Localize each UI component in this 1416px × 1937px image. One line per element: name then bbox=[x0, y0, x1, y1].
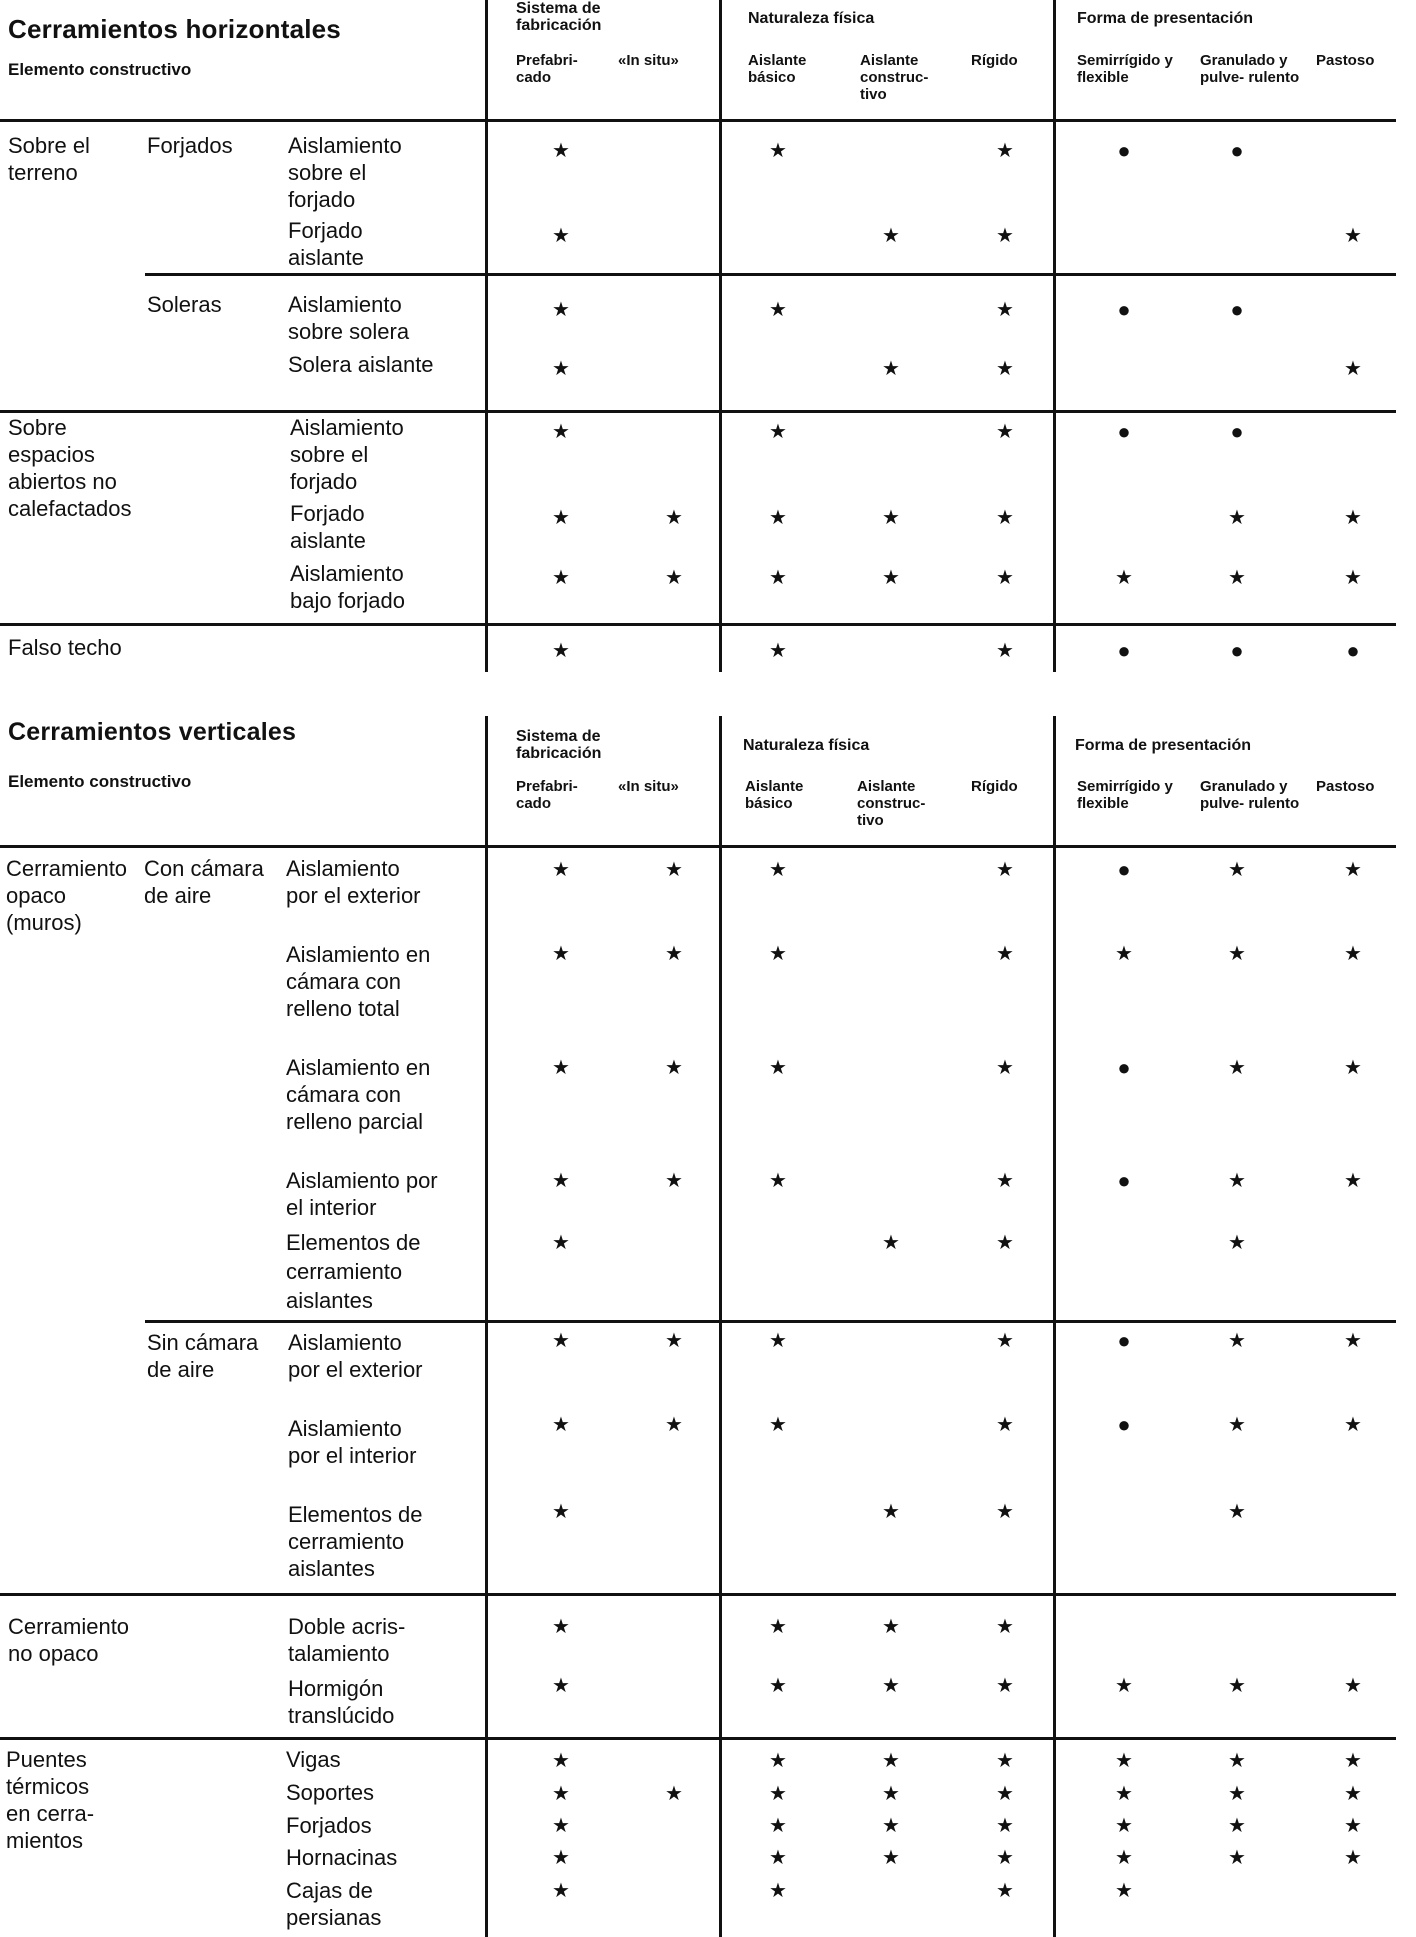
star-mark: ★ bbox=[665, 1330, 683, 1352]
star-mark: ★ bbox=[1344, 1675, 1362, 1697]
star-mark: ★ bbox=[1344, 1330, 1362, 1352]
star-mark: ★ bbox=[882, 1750, 900, 1772]
star-mark: ★ bbox=[665, 567, 683, 589]
section1-divider-1 bbox=[485, 0, 488, 672]
star-mark: ★ bbox=[552, 421, 570, 443]
star-mark: ★ bbox=[552, 1750, 570, 1772]
dot-mark: ● bbox=[1117, 138, 1131, 163]
dot-mark: ● bbox=[1230, 638, 1244, 663]
star-mark: ★ bbox=[996, 567, 1014, 589]
section1-col-in-situ: «In situ» bbox=[618, 52, 679, 69]
star-mark: ★ bbox=[996, 299, 1014, 321]
label-forjados: Forjados bbox=[147, 133, 233, 158]
star-mark: ★ bbox=[1228, 567, 1246, 589]
section1-group-forma: Forma de presentación bbox=[1077, 10, 1254, 27]
star-mark: ★ bbox=[1228, 1330, 1246, 1352]
section1-col-rigido: Rígido bbox=[971, 52, 1018, 69]
star-mark: ★ bbox=[552, 507, 570, 529]
row-label: Elementos de cerramiento aislantes bbox=[286, 1230, 421, 1313]
star-mark: ★ bbox=[882, 567, 900, 589]
star-mark: ★ bbox=[552, 358, 570, 380]
section2-subtitle: Elemento constructivo bbox=[8, 772, 192, 791]
section1-group-fabricacion: Sistema de fabricación bbox=[516, 0, 602, 34]
star-mark: ★ bbox=[769, 1783, 787, 1805]
dot-mark: ● bbox=[1117, 1328, 1131, 1353]
star-mark: ★ bbox=[769, 567, 787, 589]
section2-col-in-situ: «In situ» bbox=[618, 778, 679, 795]
star-mark: ★ bbox=[882, 1783, 900, 1805]
star-mark: ★ bbox=[1344, 1847, 1362, 1869]
star-mark: ★ bbox=[769, 421, 787, 443]
label-cerramiento-opaco: Cerramiento opaco (muros) bbox=[6, 856, 128, 935]
star-mark: ★ bbox=[1344, 567, 1362, 589]
section2-rule-sin-camara bbox=[145, 1320, 1396, 1323]
star-mark: ★ bbox=[552, 1616, 570, 1638]
star-mark: ★ bbox=[1344, 358, 1362, 380]
star-mark: ★ bbox=[1228, 1675, 1246, 1697]
star-mark: ★ bbox=[1228, 1815, 1246, 1837]
star-mark: ★ bbox=[996, 507, 1014, 529]
section2-divider-3 bbox=[1053, 716, 1056, 1937]
star-mark: ★ bbox=[769, 1414, 787, 1436]
star-mark: ★ bbox=[1344, 1783, 1362, 1805]
star-mark: ★ bbox=[552, 1414, 570, 1436]
star-mark: ★ bbox=[665, 1783, 683, 1805]
dot-mark: ● bbox=[1346, 638, 1360, 663]
row-label: Aislamiento sobre el forjado bbox=[290, 415, 404, 494]
row-label: Hormigón translúcido bbox=[288, 1676, 395, 1728]
star-mark: ★ bbox=[1228, 1414, 1246, 1436]
star-mark: ★ bbox=[552, 1501, 570, 1523]
star-mark: ★ bbox=[1228, 1501, 1246, 1523]
star-mark: ★ bbox=[1344, 507, 1362, 529]
section2-rule-puentes bbox=[0, 1737, 1396, 1740]
section1-group-naturaleza: Naturaleza física bbox=[748, 10, 875, 27]
star-mark: ★ bbox=[552, 1330, 570, 1352]
star-mark: ★ bbox=[1228, 1232, 1246, 1254]
star-mark: ★ bbox=[1115, 943, 1133, 965]
label-sobre-espacios: Sobre espacios abiertos no calefactados bbox=[8, 415, 132, 521]
row-label: Forjado aislante bbox=[288, 218, 364, 270]
star-mark: ★ bbox=[996, 1616, 1014, 1638]
star-mark: ★ bbox=[665, 507, 683, 529]
star-mark: ★ bbox=[665, 1057, 683, 1079]
star-mark: ★ bbox=[996, 640, 1014, 662]
label-falso-techo: Falso techo bbox=[8, 635, 122, 660]
star-mark: ★ bbox=[1344, 1170, 1362, 1192]
section2-col-granulado: Granulado y pulve- rulento bbox=[1200, 778, 1300, 812]
row-label: Aislamiento por el exterior bbox=[286, 856, 421, 908]
star-mark: ★ bbox=[552, 640, 570, 662]
section2-divider-2 bbox=[719, 716, 722, 1937]
star-mark: ★ bbox=[996, 1880, 1014, 1902]
dot-mark: ● bbox=[1117, 1412, 1131, 1437]
section2-col-rigido: Rígido bbox=[971, 778, 1018, 795]
section1-col-aislante-basico: Aislante básico bbox=[748, 52, 807, 86]
row-label: Aislamiento en cámara con relleno total bbox=[286, 942, 431, 1021]
label-cerramiento-no-opaco: Cerramiento no opaco bbox=[8, 1614, 130, 1666]
star-mark: ★ bbox=[552, 1880, 570, 1902]
star-mark: ★ bbox=[996, 358, 1014, 380]
star-mark: ★ bbox=[769, 859, 787, 881]
star-mark: ★ bbox=[552, 1815, 570, 1837]
star-mark: ★ bbox=[996, 1170, 1014, 1192]
star-mark: ★ bbox=[996, 1847, 1014, 1869]
section2-col-pastoso: Pastoso bbox=[1316, 778, 1375, 795]
star-mark: ★ bbox=[882, 1815, 900, 1837]
star-mark: ★ bbox=[769, 1750, 787, 1772]
star-mark: ★ bbox=[996, 1783, 1014, 1805]
star-mark: ★ bbox=[769, 1847, 787, 1869]
star-mark: ★ bbox=[996, 1750, 1014, 1772]
star-mark: ★ bbox=[769, 1057, 787, 1079]
dot-mark: ● bbox=[1117, 857, 1131, 882]
section1-divider-3 bbox=[1053, 0, 1056, 672]
star-mark: ★ bbox=[769, 640, 787, 662]
star-mark: ★ bbox=[769, 1330, 787, 1352]
row-label: Vigas bbox=[286, 1747, 341, 1772]
section1-title: Cerramientos horizontales bbox=[8, 14, 341, 44]
section2-col-aislante-constructivo: Aislante construc- tivo bbox=[857, 778, 926, 829]
row-label: Doble acris- talamiento bbox=[288, 1614, 406, 1666]
star-mark: ★ bbox=[552, 225, 570, 247]
star-mark: ★ bbox=[882, 358, 900, 380]
dot-mark: ● bbox=[1230, 297, 1244, 322]
row-label: Forjado aislante bbox=[290, 501, 366, 553]
dot-mark: ● bbox=[1117, 419, 1131, 444]
star-mark: ★ bbox=[996, 1057, 1014, 1079]
star-mark: ★ bbox=[552, 1847, 570, 1869]
star-mark: ★ bbox=[1115, 1750, 1133, 1772]
star-mark: ★ bbox=[1228, 507, 1246, 529]
dot-mark: ● bbox=[1117, 1168, 1131, 1193]
star-mark: ★ bbox=[552, 140, 570, 162]
star-mark: ★ bbox=[769, 507, 787, 529]
dot-mark: ● bbox=[1230, 138, 1244, 163]
star-mark: ★ bbox=[996, 421, 1014, 443]
star-mark: ★ bbox=[1344, 1815, 1362, 1837]
star-mark: ★ bbox=[1344, 1057, 1362, 1079]
star-mark: ★ bbox=[552, 1783, 570, 1805]
star-mark: ★ bbox=[1115, 1815, 1133, 1837]
star-mark: ★ bbox=[665, 1414, 683, 1436]
star-mark: ★ bbox=[1344, 1414, 1362, 1436]
row-label: Hornacinas bbox=[286, 1845, 398, 1870]
section1-col-pastoso: Pastoso bbox=[1316, 52, 1375, 69]
star-mark: ★ bbox=[882, 1232, 900, 1254]
star-mark: ★ bbox=[769, 1616, 787, 1638]
star-mark: ★ bbox=[769, 140, 787, 162]
dot-mark: ● bbox=[1230, 419, 1244, 444]
star-mark: ★ bbox=[1115, 1880, 1133, 1902]
row-label: Aislamiento sobre solera bbox=[288, 292, 410, 344]
section1-col-aislante-constructivo: Aislante construc- tivo bbox=[860, 52, 929, 103]
section2-group-forma: Forma de presentación bbox=[1075, 737, 1252, 754]
section1-rule-soleras bbox=[145, 273, 1396, 276]
star-mark: ★ bbox=[1115, 567, 1133, 589]
section2-col-prefabricado: Prefabri- cado bbox=[516, 778, 578, 812]
star-mark: ★ bbox=[552, 567, 570, 589]
row-label: Aislamiento por el interior bbox=[286, 1168, 438, 1220]
star-mark: ★ bbox=[882, 1501, 900, 1523]
star-mark: ★ bbox=[882, 1616, 900, 1638]
star-mark: ★ bbox=[552, 1170, 570, 1192]
star-mark: ★ bbox=[552, 943, 570, 965]
star-mark: ★ bbox=[1115, 1783, 1133, 1805]
star-mark: ★ bbox=[996, 1815, 1014, 1837]
row-label: Aislamiento por el interior bbox=[288, 1416, 417, 1468]
section2-group-naturaleza: Naturaleza física bbox=[743, 737, 870, 754]
star-mark: ★ bbox=[1344, 225, 1362, 247]
star-mark: ★ bbox=[1228, 859, 1246, 881]
star-mark: ★ bbox=[769, 1675, 787, 1697]
section1-rule-espacios bbox=[0, 410, 1396, 413]
section2-col-semirrigido: Semirrígido y flexible bbox=[1077, 778, 1173, 812]
section2-group-fabricacion: Sistema de fabricación bbox=[516, 728, 602, 762]
star-mark: ★ bbox=[769, 1880, 787, 1902]
star-mark: ★ bbox=[1344, 859, 1362, 881]
star-mark: ★ bbox=[996, 859, 1014, 881]
section2-title: Cerramientos verticales bbox=[8, 718, 297, 746]
label-sin-camara: Sin cámara de aire bbox=[147, 1330, 259, 1382]
star-mark: ★ bbox=[1228, 1847, 1246, 1869]
dot-mark: ● bbox=[1117, 297, 1131, 322]
star-mark: ★ bbox=[1344, 943, 1362, 965]
label-sobre-el-terreno: Sobre el terreno bbox=[8, 133, 90, 185]
row-label: Cajas de persianas bbox=[286, 1878, 382, 1930]
star-mark: ★ bbox=[1115, 1675, 1133, 1697]
star-mark: ★ bbox=[996, 225, 1014, 247]
star-mark: ★ bbox=[552, 1057, 570, 1079]
row-label: Elementos de cerramiento aislantes bbox=[288, 1502, 423, 1581]
section2-divider-1 bbox=[485, 716, 488, 1937]
row-label: Soportes bbox=[286, 1780, 375, 1805]
star-mark: ★ bbox=[1228, 943, 1246, 965]
row-label: Aislamiento sobre el forjado bbox=[288, 133, 402, 212]
star-mark: ★ bbox=[769, 1170, 787, 1192]
label-puentes-termicos: Puentes térmicos en cerra- mientos bbox=[6, 1747, 95, 1853]
section1-col-prefabricado: Prefabri- cado bbox=[516, 52, 578, 86]
star-mark: ★ bbox=[1228, 1170, 1246, 1192]
star-mark: ★ bbox=[1344, 1750, 1362, 1772]
star-mark: ★ bbox=[882, 507, 900, 529]
dot-mark: ● bbox=[1117, 638, 1131, 663]
star-mark: ★ bbox=[1228, 1057, 1246, 1079]
star-mark: ★ bbox=[665, 1170, 683, 1192]
star-mark: ★ bbox=[552, 1232, 570, 1254]
star-mark: ★ bbox=[552, 859, 570, 881]
star-mark: ★ bbox=[552, 1675, 570, 1697]
section1-col-semirrigido: Semirrígido y flexible bbox=[1077, 52, 1173, 86]
section1-rule-falso-techo bbox=[0, 623, 1396, 626]
row-label: Forjados bbox=[286, 1813, 372, 1838]
star-mark: ★ bbox=[996, 1675, 1014, 1697]
row-label: Solera aislante bbox=[288, 352, 434, 377]
section2-header-rule bbox=[0, 845, 1396, 848]
star-mark: ★ bbox=[665, 859, 683, 881]
section1-subtitle: Elemento constructivo bbox=[8, 60, 192, 79]
dot-mark: ● bbox=[1117, 1055, 1131, 1080]
row-label: Aislamiento en cámara con relleno parcial bbox=[286, 1055, 431, 1134]
star-mark: ★ bbox=[996, 140, 1014, 162]
star-mark: ★ bbox=[769, 299, 787, 321]
row-label: Aislamiento por el exterior bbox=[288, 1330, 423, 1382]
star-mark: ★ bbox=[1228, 1783, 1246, 1805]
star-mark: ★ bbox=[1115, 1847, 1133, 1869]
label-con-camara: Con cámara de aire bbox=[144, 856, 264, 908]
star-mark: ★ bbox=[996, 1414, 1014, 1436]
star-mark: ★ bbox=[769, 943, 787, 965]
star-mark: ★ bbox=[882, 1675, 900, 1697]
star-mark: ★ bbox=[769, 1815, 787, 1837]
row-label: Aislamiento bajo forjado bbox=[290, 561, 405, 613]
star-mark: ★ bbox=[665, 943, 683, 965]
section2-rule-no-opaco bbox=[0, 1593, 1396, 1596]
star-mark: ★ bbox=[552, 299, 570, 321]
section1-header-rule bbox=[0, 119, 1396, 122]
section2-col-aislante-basico: Aislante básico bbox=[745, 778, 804, 812]
star-mark: ★ bbox=[996, 943, 1014, 965]
label-soleras: Soleras bbox=[147, 292, 222, 317]
star-mark: ★ bbox=[996, 1232, 1014, 1254]
star-mark: ★ bbox=[996, 1330, 1014, 1352]
star-mark: ★ bbox=[882, 1847, 900, 1869]
star-mark: ★ bbox=[882, 225, 900, 247]
star-mark: ★ bbox=[996, 1501, 1014, 1523]
section1-col-granulado: Granulado y pulve- rulento bbox=[1200, 52, 1300, 86]
section1-divider-2 bbox=[719, 0, 722, 672]
star-mark: ★ bbox=[1228, 1750, 1246, 1772]
